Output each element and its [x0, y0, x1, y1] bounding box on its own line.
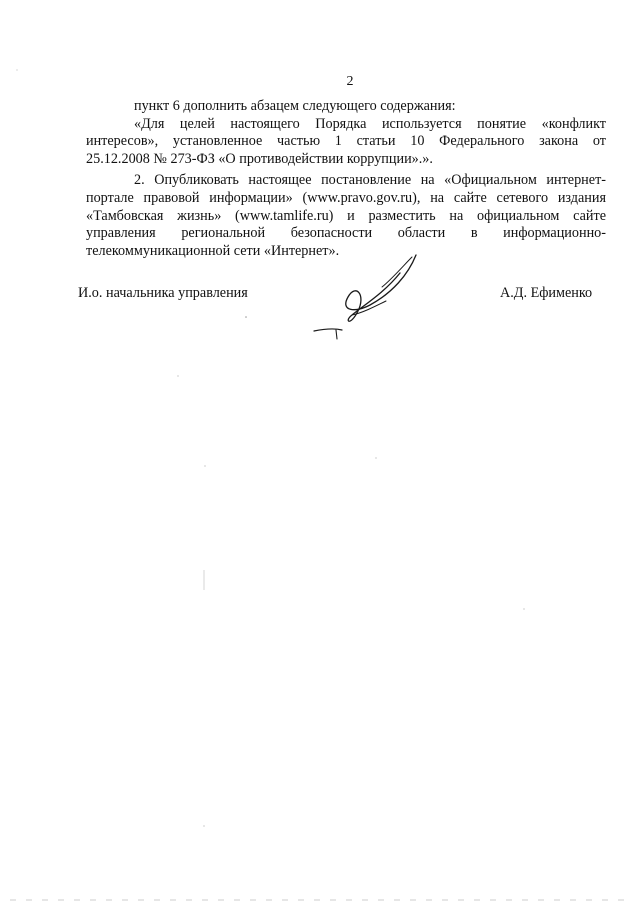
body-line: пункт 6 дополнить абзацем следующего содержания:	[134, 98, 456, 114]
body-line: «Для целей настоящего Порядка используется понятие «конфликт	[134, 115, 606, 132]
body-line: интересов», установленное частью 1 статьи 10 Федерального закона от	[86, 133, 606, 150]
body-line: 2. Опубликовать настоящее постановление на «Официальном интернет-	[134, 172, 606, 189]
body-line: «Тамбовская жизнь» (www.tamlife.ru) и разместить на официальном сайте	[86, 207, 606, 224]
body-line: управления региональной безопасности области в информационно-	[86, 225, 606, 242]
signatory-title: И.о. начальника управления	[78, 285, 248, 301]
body-line: портале правовой информации» (www.pravo.gov.ru), на сайте сетевого издания	[86, 189, 606, 206]
body-line: телекоммуникационной сети «Интернет».	[86, 242, 340, 259]
signatory-name: А.Д. Ефименко	[500, 285, 593, 301]
handwritten-signature	[300, 235, 440, 355]
body-line: 25.12.2008 № 273-ФЗ «О противодействии коррупции».».	[86, 150, 433, 167]
page-number: 2	[346, 74, 354, 89]
